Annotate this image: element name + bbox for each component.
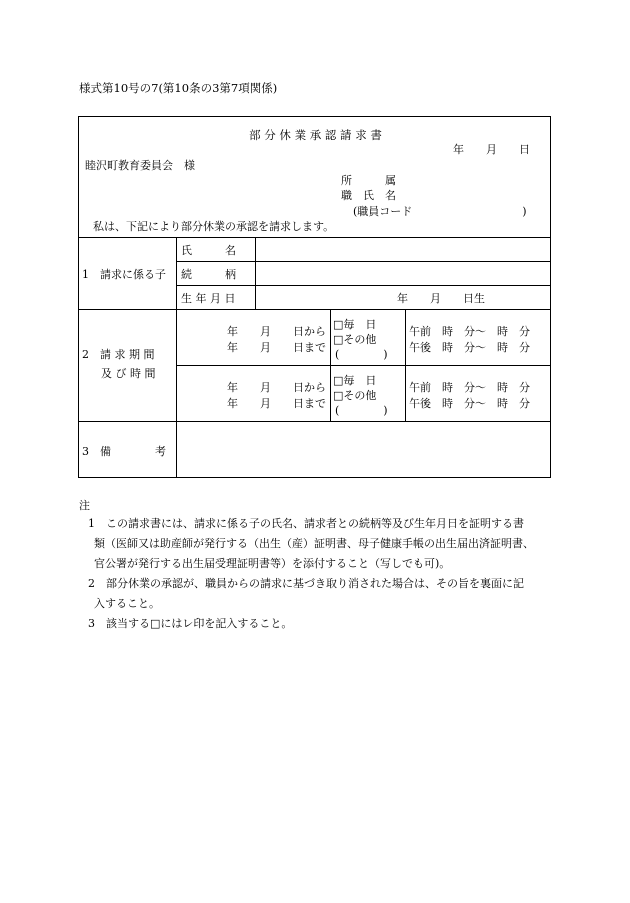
addressee: 睦沢町教育委員会 様 — [85, 159, 195, 172]
staff-code: (職員コード ) — [353, 205, 527, 218]
other-checkbox[interactable]: □その他 — [333, 333, 377, 346]
period-from[interactable]: 年 月 日から — [227, 381, 326, 394]
note-2-line1: 2 部分休業の承認が、職員からの請求に基づき取り消された場合は、その旨を裏面に記 — [88, 577, 524, 590]
other-checkbox[interactable]: □その他 — [333, 389, 377, 402]
form-number: 様式第10号の7(第10条の3第7項関係) — [79, 81, 278, 95]
name-label: 職 氏 名 — [341, 189, 396, 202]
note-1-line1: 1 この請求書には、請求に係る子の氏名、請求者との続柄等及び生年月日を証明する書 — [88, 517, 524, 530]
section3-label: 3 備 考 — [82, 445, 166, 458]
section1-label: 1 請求に係る子 — [82, 268, 166, 281]
date-line: 年 月 日 — [453, 143, 530, 156]
rule-s1-bottom — [79, 309, 550, 310]
child-birthdate-label: 生 年 月 日 — [181, 292, 236, 305]
period-from[interactable]: 年 月 日から — [227, 325, 326, 338]
rule-s2-period-column — [330, 309, 331, 421]
notes-heading: 注 — [79, 499, 90, 512]
child-name-label: 氏 名 — [181, 244, 236, 257]
period-to[interactable]: 年 月 日まで — [227, 397, 326, 410]
daily-checkbox[interactable]: □毎 日 — [333, 318, 377, 331]
rule-s2-mid — [177, 365, 550, 366]
section2-label-line1: 2 請 求 期 間 — [82, 348, 155, 361]
request-text: 私は、下記により部分休業の承認を請求します。 — [93, 220, 335, 233]
remarks-field[interactable] — [177, 422, 549, 476]
other-detail[interactable]: ( ) — [335, 404, 388, 417]
affiliation-label: 所 属 — [341, 174, 396, 187]
note-1-line3: 官公署が発行する出生届受理証明書等）を添付すること（写しでも可)。 — [94, 557, 451, 570]
note-2-line2: 入すること。 — [94, 597, 160, 610]
am-time[interactable]: 午前 時 分～ 時 分 — [409, 325, 530, 338]
daily-checkbox[interactable]: □毎 日 — [333, 374, 377, 387]
note-1-line2: 類（医師又は助産師が発行する（出生（産）証明書、母子健康手帳の出生届出済証明書、 — [94, 537, 534, 550]
section2-label-line2: 及 び 時 間 — [101, 367, 156, 380]
note-3-line1: 3 該当する□にはレ印を記入すること。 — [88, 617, 293, 630]
child-birthdate-value[interactable]: 年 月 日生 — [397, 292, 485, 305]
leave-request-form — [78, 116, 551, 478]
rule-s2-day-column — [405, 309, 406, 421]
child-relation-field[interactable] — [256, 262, 549, 284]
am-time[interactable]: 午前 時 分～ 時 分 — [409, 381, 530, 394]
form-title: 部 分 休 業 承 認 請 求 書 — [249, 128, 382, 142]
other-detail[interactable]: ( ) — [335, 348, 388, 361]
period-to[interactable]: 年 月 日まで — [227, 341, 326, 354]
pm-time[interactable]: 午後 時 分～ 時 分 — [409, 341, 530, 354]
child-name-field[interactable] — [256, 238, 549, 260]
child-relation-label: 続 柄 — [181, 268, 236, 281]
pm-time[interactable]: 午後 時 分～ 時 分 — [409, 397, 530, 410]
rule-s1-row2 — [177, 285, 550, 286]
